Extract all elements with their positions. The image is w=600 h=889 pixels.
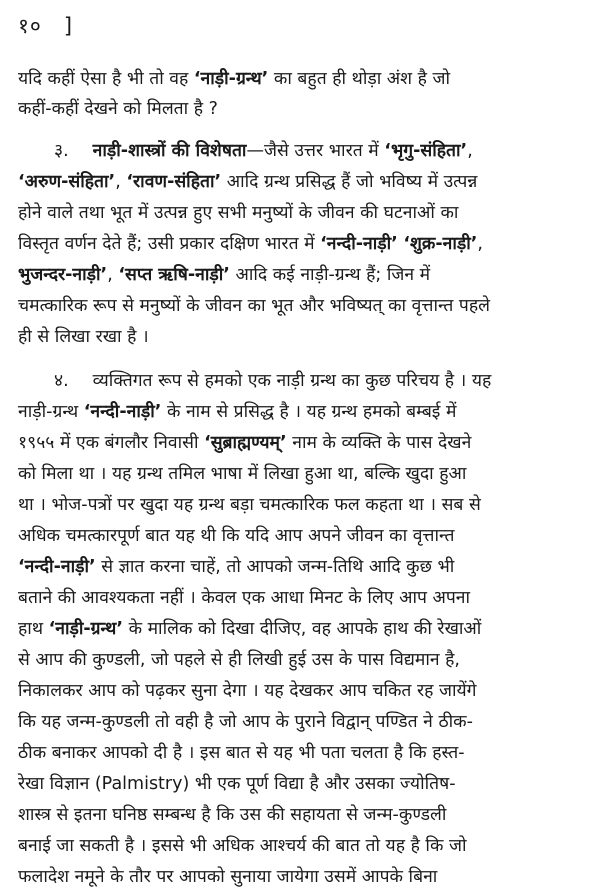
line-text: बनाई जा सकती है । इससे भी अधिक आश्चर्य की बात तो यह है कि जो: [18, 836, 467, 856]
text-line: [18, 803, 586, 827]
text-line: [18, 617, 586, 641]
text-line: [18, 741, 586, 765]
line-text: बताने की आवश्यकता नहीं । केवल एक आधा मिनट के लिए आप अपना: [18, 588, 471, 608]
line-text: कहीं-कहीं देखने को मिलता है ?: [18, 99, 218, 119]
text-line: [18, 555, 586, 579]
line-text: फलादेश नमूने के तौर पर आपको सुनाया जायेगा उसमें आपके बिना: [18, 867, 438, 887]
text-line: [18, 97, 586, 121]
line-text: अधिक चमत्कारपूर्ण बात यह थी कि यदि आप अपने जीवन का वृत्तान्त: [18, 526, 455, 546]
line-text: ठीक बनाकर आपको दी है । इस बात से यह भी पता चलता है कि हस्त-: [18, 743, 465, 763]
line-text: —जैसे उत्तर भारत में ‘भृगु-संहिता’,: [246, 141, 473, 161]
text-line: [18, 400, 586, 424]
text-line: [18, 865, 586, 889]
text-line: [18, 294, 586, 318]
section-number: ३.: [54, 141, 69, 161]
line-text: निकालकर आप को पढ़कर सुना देगा । यह देखकर आप चकित रह जायेंगे: [18, 681, 477, 701]
line-text: हाथ ‘नाड़ी-ग्रन्थ’ के मालिक को दिखा दीजिए, वह आपके हाथ की रेखाओं: [18, 619, 482, 639]
line-text: को मिला था । यह ग्रन्थ तमिल भाषा में लिखा हुआ था, बल्कि खुदा हुआ: [18, 464, 467, 484]
section-number: ४.: [54, 371, 69, 391]
line-text: व्यक्तिगत रूप से हमको एक नाड़ी ग्रन्थ का कुछ परिचय है । यह: [92, 371, 492, 391]
text-line: [18, 679, 586, 703]
text-line: [18, 493, 586, 517]
line-text: यदि कहीं ऐसा है भी तो वह ‘नाड़ी-ग्रन्थ’ का बहुत ही थोड़ा अंश है जो: [18, 69, 451, 89]
section-heading: नाड़ी-शास्त्रों की विशेषता: [92, 141, 247, 161]
text-line: [18, 462, 586, 486]
page-number: १०: [18, 14, 42, 38]
text-line: [18, 834, 586, 858]
line-text: विस्तृत वर्णन देते हैं; उसी प्रकार दक्षिण भारत में ‘नन्दी-नाड़ी’ ‘शुक्र-नाड़ी’,: [18, 234, 483, 254]
line-text: रेखा विज्ञान (Palmistry) भी एक पूर्ण विद्या है और उसका ज्योतिष-: [18, 774, 456, 794]
line-text: १९५५ में एक बंगलौर निवासी ‘सुब्राह्मण्यम्’ नाम के व्यक्ति के पास देखने: [18, 433, 472, 453]
text-line: [18, 263, 586, 287]
line-text: था । भोज-पत्रों पर खुदा यह ग्रन्थ बड़ा चमत्कारिक फल कहता था । सब से: [18, 495, 481, 515]
text-line: [18, 586, 586, 610]
text-line: [18, 201, 586, 225]
text-line: [18, 772, 586, 796]
text-line: [18, 431, 586, 455]
section-heading-line: [18, 139, 586, 163]
line-text: शास्त्र से इतना घनिष्ठ सम्बन्ध है कि उस की सहायता से जन्म-कुण्डली: [18, 805, 447, 825]
line-text: भुजन्दर-नाड़ी’, ‘सप्त ऋषि-नाड़ी’ आदि कई नाड़ी-ग्रन्थ हैं; जिन में: [18, 265, 431, 285]
line-text: से आप की कुण्डली, जो पहले से ही लिखी हुई उस के पास विद्यमान है,: [18, 650, 460, 670]
line-text: ‘नन्दी-नाड़ी’ से ज्ञात करना चाहें, तो आपको जन्म-तिथि आदि कुछ भी: [18, 557, 455, 577]
text-line: [18, 170, 586, 194]
header-bracket: ]: [63, 14, 74, 38]
page-header: [18, 12, 73, 40]
section-start-line: [18, 369, 586, 393]
text-line: [18, 524, 586, 548]
text-line: [18, 710, 586, 734]
line-text: ‘अरुण-संहिता’, ‘रावण-संहिता’ आदि ग्रन्थ प्रसिद्ध हैं जो भविष्य में उत्पन्न: [18, 172, 478, 192]
line-text: चमत्कारिक रूप से मनुष्यों के जीवन का भूत और भविष्यत् का वृत्तान्त पहले: [18, 296, 490, 316]
line-text: होने वाले तथा भूत में उत्पन्न हुए सभी मनुष्यों के जीवन की घटनाओं का: [18, 203, 459, 223]
line-text: ही से लिखा रखा है ।: [18, 327, 149, 347]
line-text: नाड़ी-ग्रन्थ ‘नन्दी-नाड़ी’ के नाम से प्रसिद्ध है । यह ग्रन्थ हमको बम्बई में: [18, 402, 457, 422]
text-line: [18, 67, 586, 91]
text-line: [18, 648, 586, 672]
line-text: कि यह जन्म-कुण्डली तो वही है जो आप के पुराने विद्वान् पण्डित ने ठीक-: [18, 712, 473, 732]
text-line: [18, 325, 586, 349]
text-line: [18, 232, 586, 256]
